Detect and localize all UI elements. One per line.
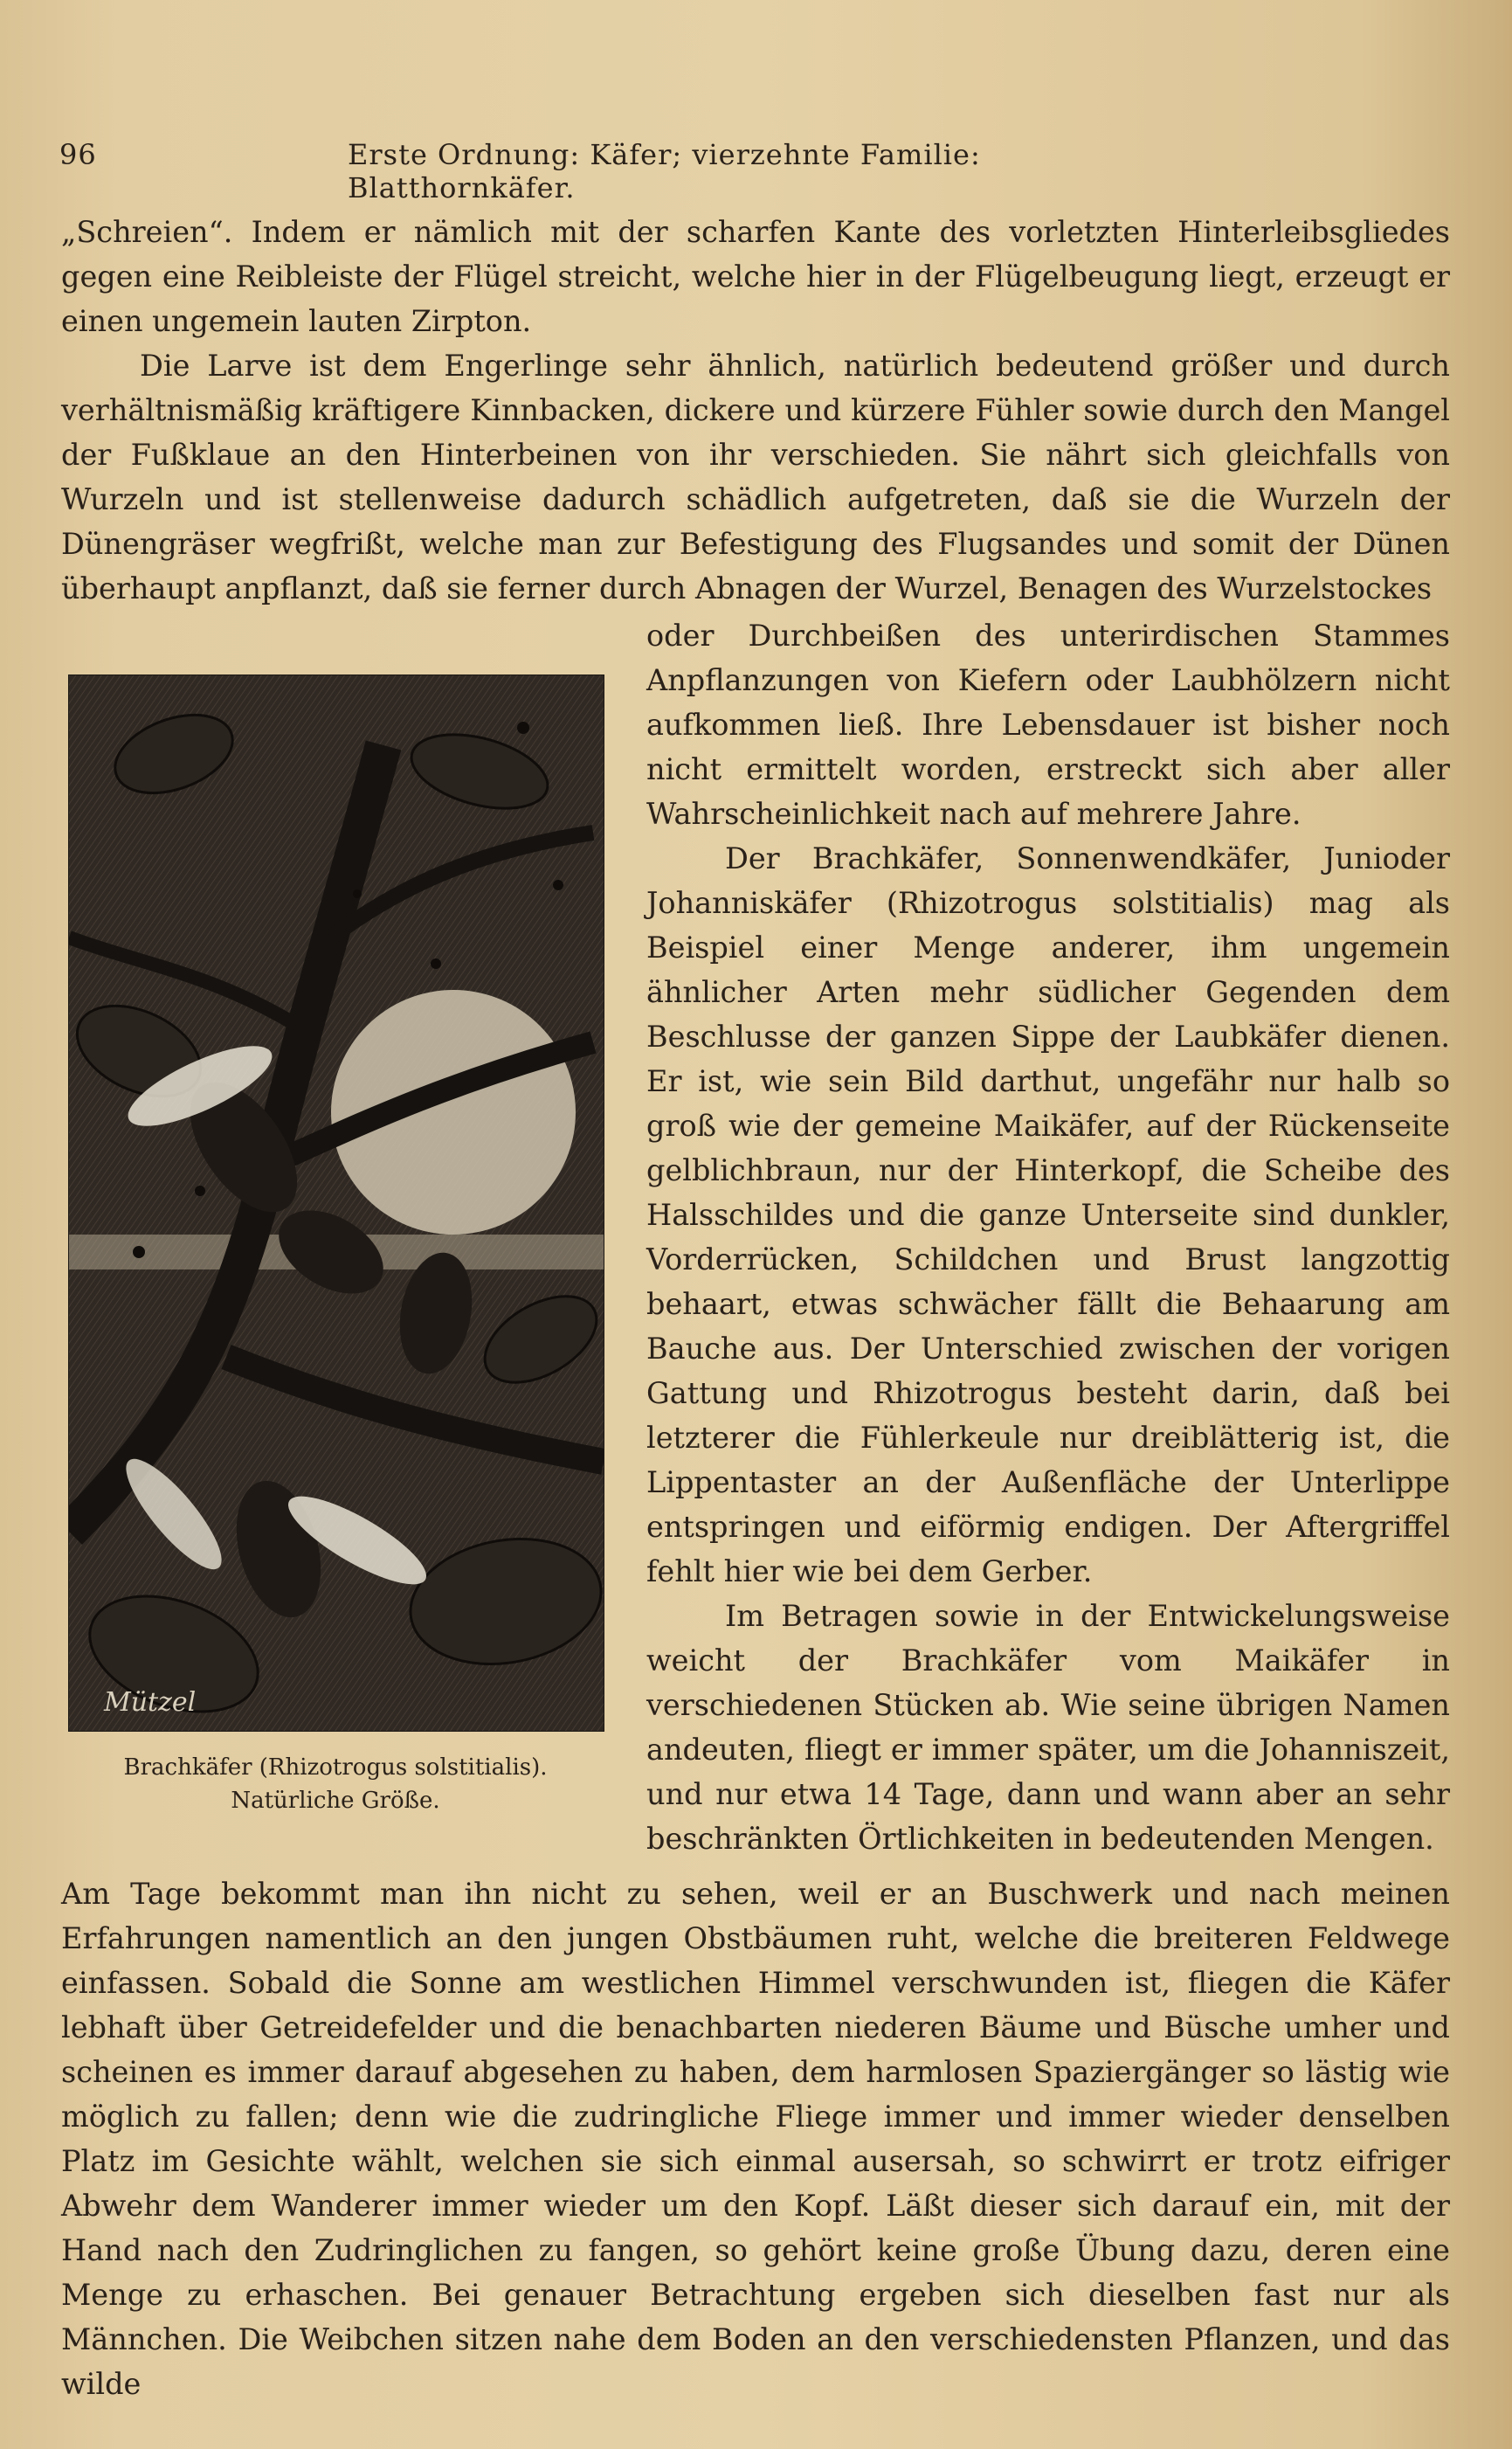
paragraph-intro	[61, 210, 1450, 611]
artist-signature: Mützel	[104, 1687, 197, 1718]
paragraph-3: Der Brachkäfer, Sonnenwendkäfer, Junioder Johanniskäfer (Rhizotrogus solstitialis) mag als Beispiel einer Menge anderer, ihm ungemein ähnlicher Arten mehr südlicher Gegenden dem Beschlusse der ganzen Sippe der Laubkäfer dienen. Er ist, wie sein Bild darthut, ungefähr nur halb so groß wie der gemeine Maikäfer, auf der Rückenseite gelblichbraun, nur der Hinterkopf, die Scheibe des Halsschildes und die ganze Unterseite sind dunkler, Vorderrücken, Schildchen und Brust langzottig behaart, etwas schwächer fällt die Behaarung am Bauche aus. Der Unterschied zwischen der vorigen Gattung und Rhizotrogus besteht darin, daß bei letzterer die Fühlerkeule nur dreiblätterig ist, die Lippentaster an der Außenfläche der Unterlippe entspringen und eiförmig endigen. Der Aftergriffel fehlt hier wie bei dem Gerber.	[646, 841, 1450, 1588]
paragraph-2-right: oder Durchbeißen des unterirdischen Stammes Anpflanzungen von Kiefern oder Laubhölzern nicht aufkommen ließ. Ihre Lebensdauer ist bisher noch nicht ermittelt worden, erstreckt sich aber aller Wahrscheinlichkeit nach auf mehrere Jahre.	[646, 619, 1450, 831]
caption-line-2: Natürliche Größe.	[231, 1788, 440, 1814]
paragraph-1: „Schreien“. Indem er nämlich mit der scharfen Kante des vorletzten Hinterleibsgliedes gegen eine Reibleiste der Flügel streicht, welche hier in der Flügelbeugung liegt, erzeugt er einen ungemein lauten Zirpton.	[61, 215, 1450, 338]
paragraph-2-full: Die Larve ist dem Engerlinge sehr ähnlich, natürlich bedeutend größer und durch verhältnismäßig kräftigere Kinnbacken, dickere und kürzere Fühler sowie durch den Mangel der Fußklaue an den Hinterbeinen von ihr verschieden. Sie nährt sich gleichfalls von Wurzeln und ist stellenweise dadurch schädlich aufgetreten, daß sie die Wurzeln der Dünengräser wegfrißt, welche man zur Befestigung des Flugsandes und somit der Dünen überhaupt anpflanzt, daß sie ferner durch Abnagen der Wurzel, Benagen des Wurzelstockes	[61, 349, 1450, 605]
figure-caption	[68, 1751, 603, 1817]
running-title: Erste Ordnung: Käfer; vierzehnte Familie: Blatthornkäfer.	[348, 138, 981, 204]
caption-line-1: Brachkäfer (Rhizotrogus solstitialis).	[123, 1754, 548, 1781]
engraving-image	[69, 675, 604, 1731]
page-header	[59, 131, 1186, 204]
page-number: 96	[59, 138, 97, 171]
paragraph-4-full: Am Tage bekommt man ihn nicht zu sehen, weil er an Buschwerk und nach meinen Erfahrungen namentlich an den jungen Obstbäumen ruht, welche die breiteren Feldwege einfassen. Sobald die Sonne am westlichen Himmel verschwunden ist, fliegen die Käfer lebhaft über Getreidefelder und die benachbarten niederen Bäume und Büsche umher und scheinen es immer darauf abgesehen zu haben, dem harmlosen Spaziergänger so lästig wie möglich zu fallen; denn wie die zudringliche Fliege immer und immer wieder denselben Platz im Gesichte wählt, welchen sie sich einmal ausersah, so schwirrt er trotz eifriger Abwehr dem Wanderer immer wieder um den Kopf. Läßt dieser sich darauf ein, mit der Hand nach den Zudringlichen zu fangen, so gehört keine große Übung dazu, deren eine Menge zu erhaschen. Bei genauer Betrachtung ergeben sich dieselben fast nur als Männchen. Die Weibchen sitzen nahe dem Boden an den verschiedensten Pflanzen, und das wilde	[61, 1877, 1450, 2401]
beetle-illustration	[68, 675, 604, 1732]
paragraph-4-right: Im Betragen sowie in der Entwickelungsweise weicht der Brachkäfer vom Maikäfer in verschiedenen Stücken ab. Wie seine übrigen Namen andeuten, fliegt er immer später, um die Johanniszeit, und nur etwa 14 Tage, dann und wann aber an sehr beschränkten Örtlichkeiten in bedeutenden Mengen.	[646, 1599, 1450, 1856]
